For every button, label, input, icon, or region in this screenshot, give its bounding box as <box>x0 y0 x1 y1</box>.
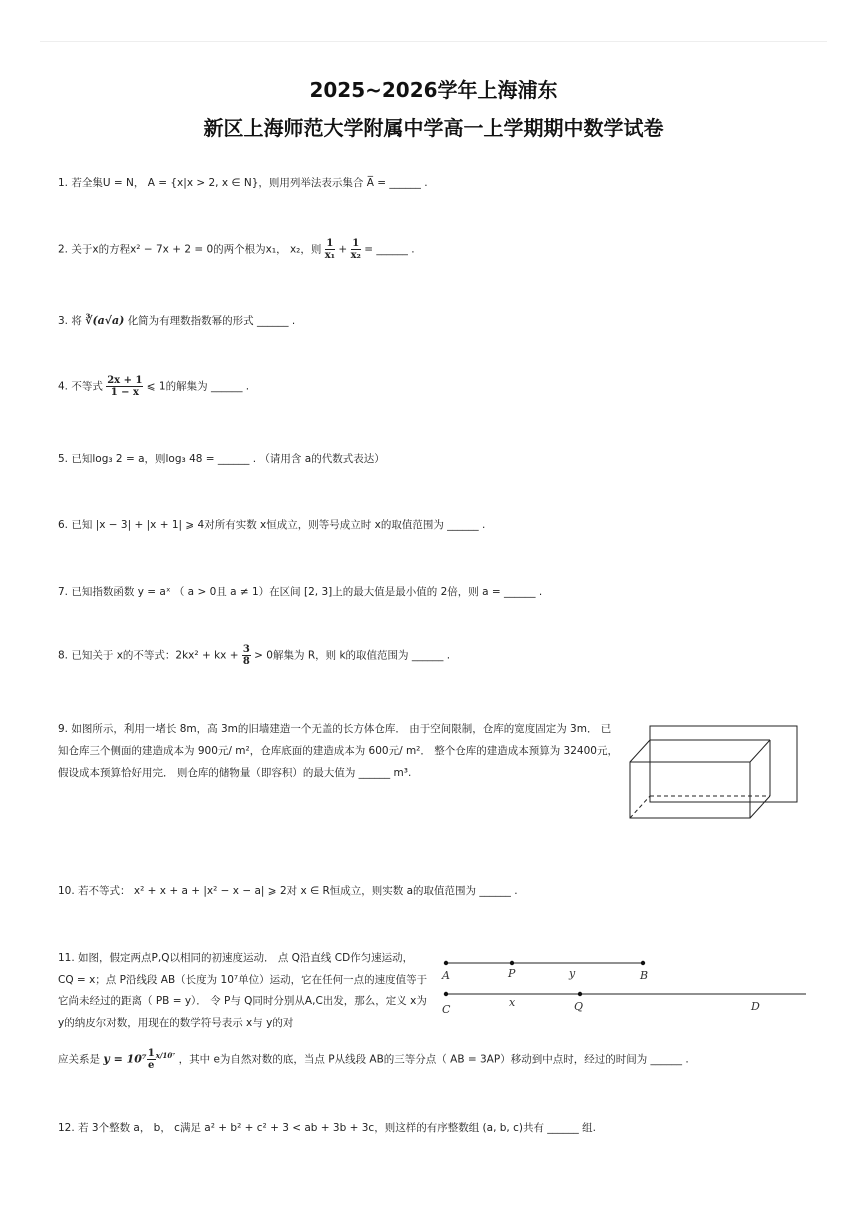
question-9 <box>58 718 618 784</box>
point-b <box>641 961 645 965</box>
question-number: 10. <box>58 885 75 897</box>
question-5 <box>58 452 385 466</box>
box-top-edge-right <box>750 740 770 762</box>
fraction: $\frac{2x + 1}{1 - x}$ <box>107 375 143 398</box>
question-text: 如图，假定两点P,Q以相同的初速度运动． 点 Q沿直线 CD作匀速运动， CQ = x；点 P沿线段 AB（长度为 10⁷单位）运动，它在任何一点的速度值等于它尚未经过的距离（ PB = y）． 令 P与 Q同时分别从A,C出发，那么，定义 x为 y的纳皮尔对数，用现在的数学符号表示 x与 y的对 <box>58 952 428 1029</box>
question-8 <box>58 644 450 667</box>
question-number: 5. <box>58 453 69 465</box>
question-11 <box>58 948 430 1034</box>
label-a: A <box>442 969 450 982</box>
question-number: 2. <box>58 243 69 256</box>
question-number: 11. <box>58 952 75 964</box>
question-2 <box>58 238 415 261</box>
box-top-edge-left <box>630 740 650 762</box>
fraction: $\frac{3}{8}$ <box>242 644 250 667</box>
hidden-edge-diagonal <box>630 796 650 818</box>
radical-expression: ∛(a√a) <box>85 314 125 327</box>
question-3 <box>58 314 295 328</box>
question-number: 12. <box>58 1122 75 1134</box>
label-d: D <box>751 1000 760 1013</box>
question-text: 已知指数函数 y = aˣ （ a > 0且 a ≠ 1）在区间 [2, 3]上的最大值是最小值的 2倍，则 a = ______ . <box>71 586 543 598</box>
question-number: 7. <box>58 586 69 598</box>
question-text-tail: ，其中 e为自然对数的底，当点 P从线段 AB的三等分点（ AB = 3AP）移动到中点时，经过的时间为 ______ . <box>178 1053 689 1066</box>
question-4 <box>58 375 249 398</box>
box-front-face <box>630 762 750 818</box>
label-b: B <box>640 969 649 982</box>
label-q: Q <box>574 1000 584 1013</box>
label-x: x <box>509 996 516 1009</box>
question-text-tail: 化简为有理数指数幂的形式 ______ . <box>127 315 296 327</box>
napier-figure <box>440 955 810 1019</box>
formula: y = 10⁷ <box>103 1052 147 1066</box>
question-7 <box>58 585 542 599</box>
top-rule <box>40 41 827 42</box>
question-text: 已知关于 x的不等式：2kx² + kx + <box>71 649 239 662</box>
exponent: x/10⁷ <box>155 1051 176 1060</box>
label-c: C <box>442 1003 451 1016</box>
question-text: 关于x的方程x² − 7x + 2 = 0的两个根为x₁， x₂，则 <box>71 243 322 256</box>
question-number: 1. <box>58 177 69 189</box>
fraction: $\frac{1}{\text{x₁}}$ <box>324 238 336 261</box>
question-6 <box>58 518 485 532</box>
plus-sign: + <box>338 243 348 256</box>
question-number: 3. <box>58 315 69 327</box>
exam-title-line2: 新区上海师范大学附属中学高一上学期期中数学试卷 <box>203 116 664 140</box>
wall-rect <box>650 726 797 802</box>
question-text: 不等式 <box>71 380 103 393</box>
question-text: 如图所示，利用一堵长 8m，高 3m的旧墙建造一个无盖的长方体仓库． 由于空间限制，仓库的宽度固定为 3m． 已知仓库三个侧面的建造成本为 900元/ m²，仓库底面的建造成本为 600元/ m²． 整个仓库的建造成本预算为 32400元，假设成本预算恰好用完． 则仓库的储物量（即容积）的最大值为 ______ m³. <box>58 723 618 779</box>
question-text: 已知log₃ 2 = a，则log₃ 48 = ______ . （请用含 a的代数式表达） <box>71 453 385 465</box>
question-text: 若 3个整数 a， b， c满足 a² + b² + c² + 3 < ab + 3b + 3c，则这样的有序整数组 (a, b, c)共有 ______ 组. <box>78 1122 596 1134</box>
point-q <box>578 992 582 996</box>
question-number: 9. <box>58 723 69 735</box>
point-a <box>444 961 448 965</box>
question-10 <box>58 884 518 898</box>
question-11-continuation <box>58 1048 689 1071</box>
question-number: 6. <box>58 519 69 531</box>
label-y: y <box>569 967 576 980</box>
point-p <box>510 961 514 965</box>
box-bottom-right <box>750 796 770 818</box>
fraction: $\frac{1}{e}$ <box>147 1048 155 1071</box>
question-number: 8. <box>58 649 69 662</box>
question-number: 4. <box>58 380 69 393</box>
question-text: 若全集U = N， A = {x|x > 2, x ∈ N}，则用列举法表示集合 A̅ = ______ . <box>71 177 428 189</box>
question-text: 将 <box>71 315 82 327</box>
warehouse-figure <box>628 724 800 820</box>
question-text-tail: ⩽ 1的解集为 ______ . <box>146 380 250 393</box>
question-text: 若不等式： x² + x + a + |x² − x − a| ⩾ 2对 x ∈ R恒成立，则实数 a的取值范围为 ______ . <box>78 885 518 897</box>
question-text-tail: = ______ . <box>364 243 415 256</box>
question-text-tail: > 0解集为 R，则 k的取值范围为 ______ . <box>254 649 451 662</box>
question-1 <box>58 176 428 190</box>
question-text: 已知 |x − 3| + |x + 1| ⩾ 4对所有实数 x恒成立，则等号成立时 x的取值范围为 ______ . <box>71 519 486 531</box>
point-c <box>444 992 448 996</box>
question-12 <box>58 1121 596 1135</box>
fraction: $\frac{1}{\text{x₂}}$ <box>350 238 361 261</box>
question-text: 应关系是 <box>58 1053 100 1066</box>
label-p: P <box>508 967 516 980</box>
exam-title-line1: 2025~2026学年上海浦东 <box>309 78 558 102</box>
